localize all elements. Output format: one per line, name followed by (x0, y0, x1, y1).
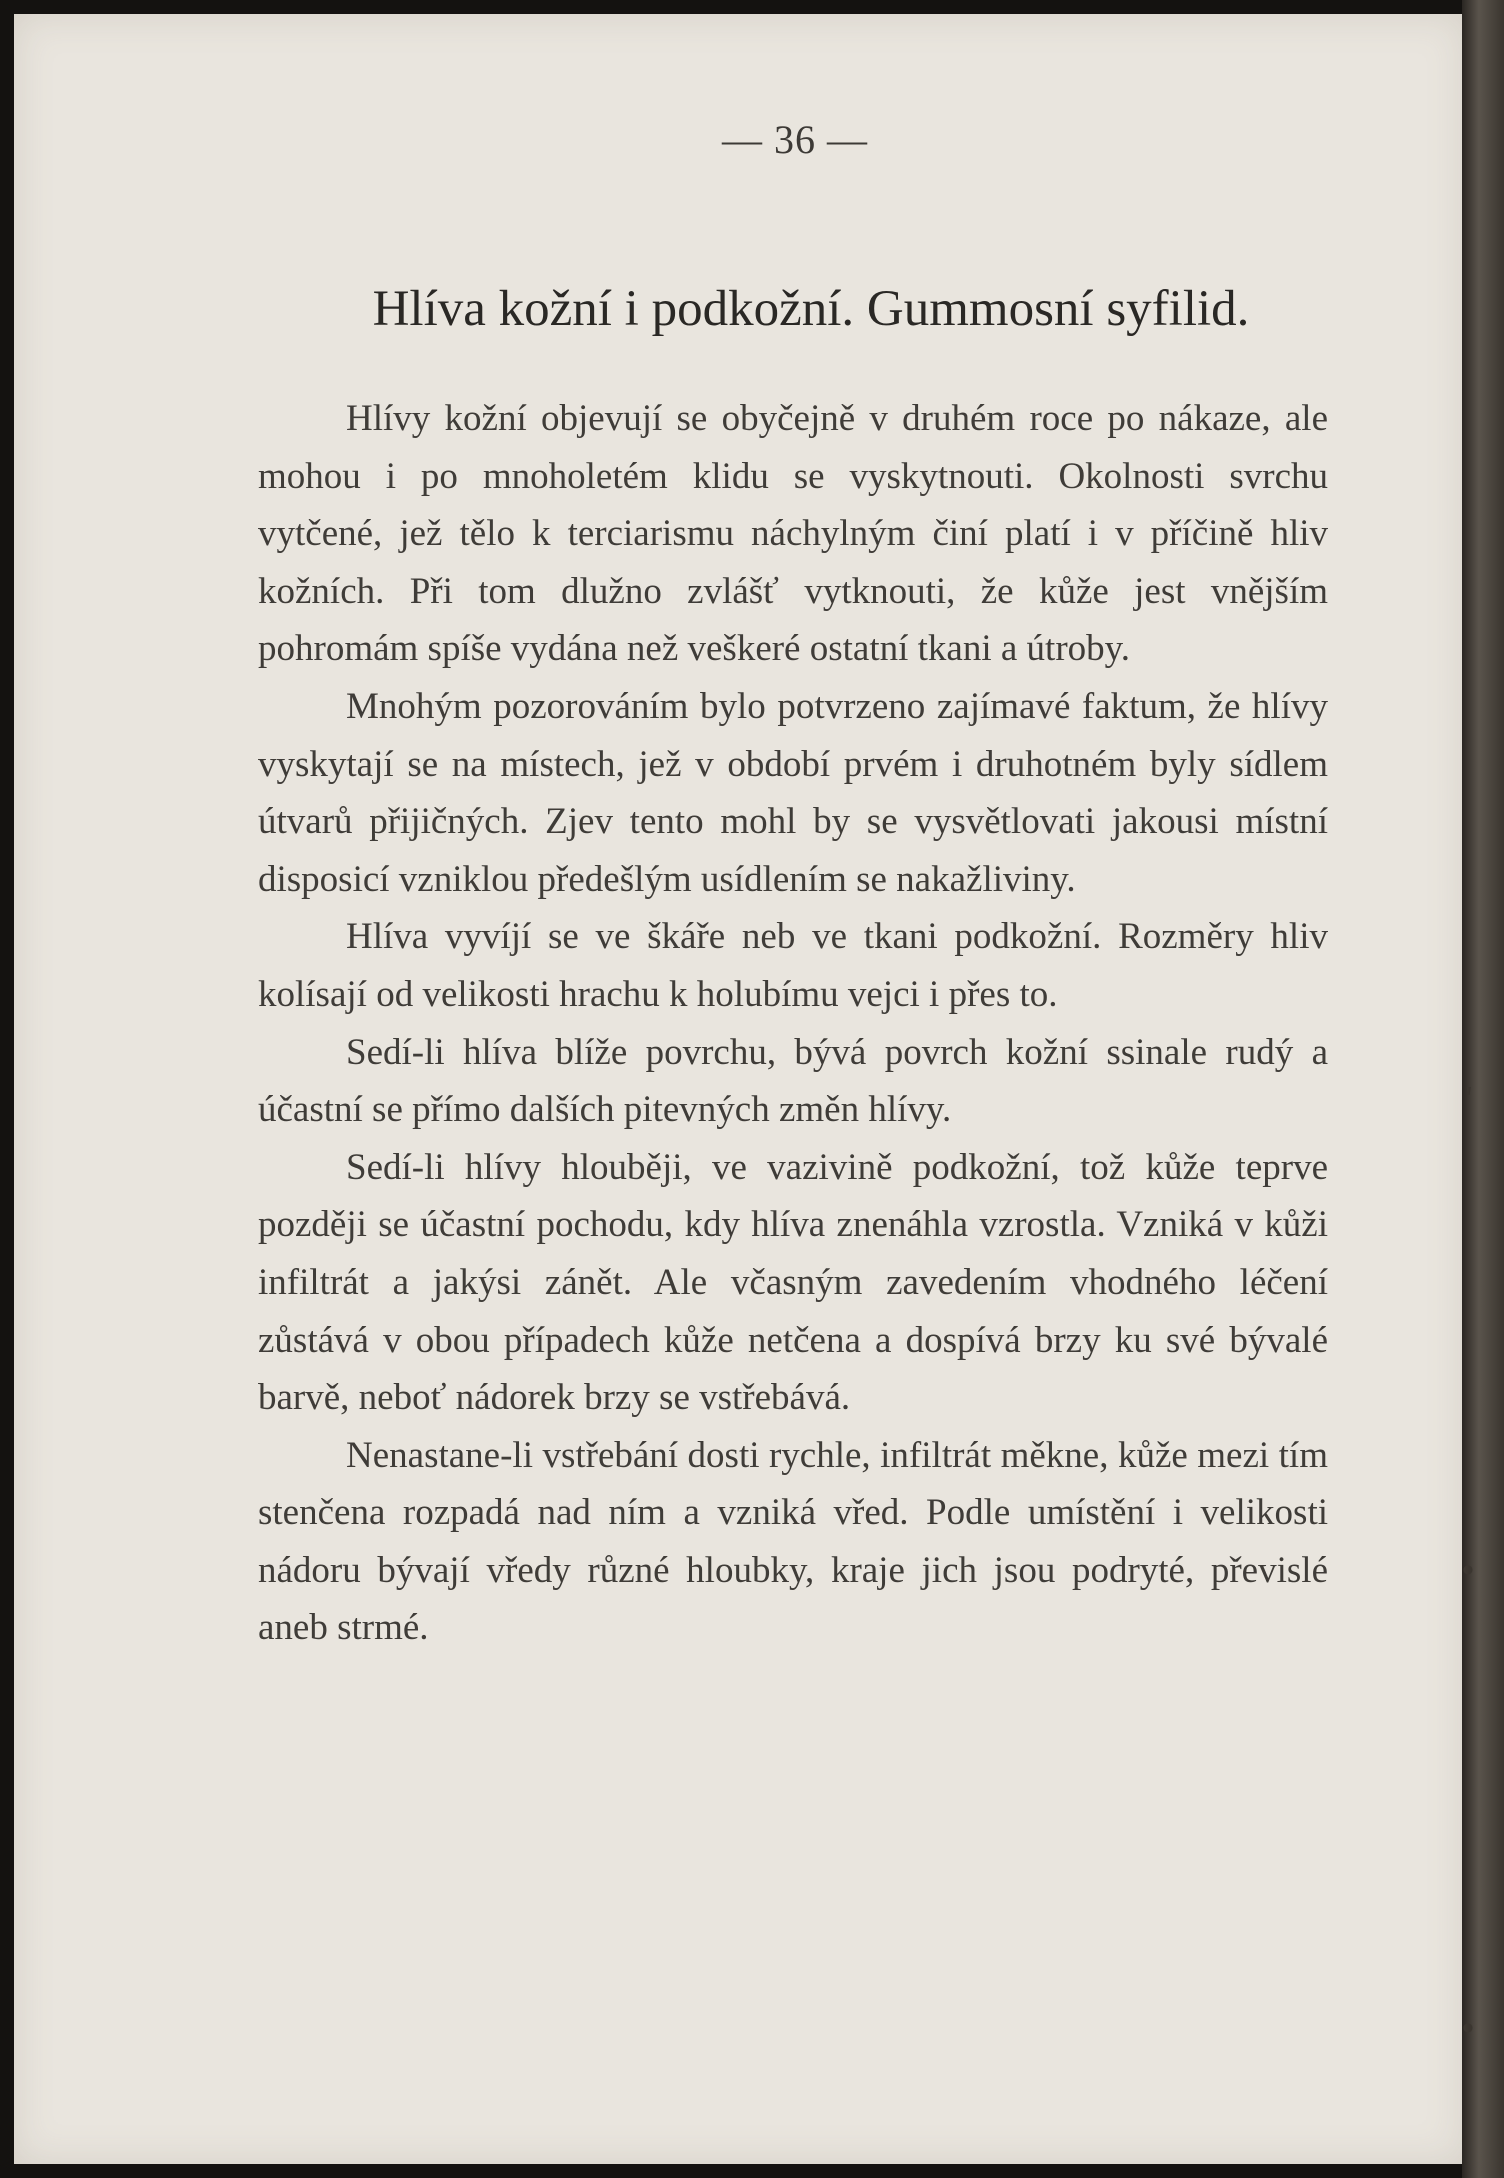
spine-mark: ' (1464, 1080, 1474, 1117)
paragraph: Hlívy kožní objevují se obyčejně v druhém roce po nákaze, ale mohou i po mnoholetém klidu se vyskytnouti. Okolnosti svrchu vytčené, jež tělo k terciarismu náchylným činí platí i v příčině hliv kožních. Při tom dlužno zvlášť vytknouti, že kůže jest vnějším pohromám spíše vydána než veškeré ostatní tkani a útroby. (258, 398, 1328, 670)
spine-mark: • (1462, 1552, 1474, 1589)
page-number: — 36 — (722, 117, 868, 162)
book-spine (1462, 0, 1504, 2178)
paragraph: Mnohým pozorováním bylo potvrzeno zajímavé faktum, že hlívy vyskytají se na místech, jež v období prvém i druhotném byly sídlem útvarů přijičných. Zjev tento mohl by se vysvětlovati jakousi místní disposicí vzniklou předešlým usídlením se nakažliviny. (258, 685, 1328, 900)
paragraph: Sedí-li hlívy hlouběji, ve vazivině podkožní, tož kůže teprve později se účastní pochodu, kdy hlíva znenáhla vzrostla. Vzniká v kůži infiltrát a jakýsi zánět. Ale včasným zavedením vhodného léčení zůstává v obou případech kůže netčena a dospívá brzy ku své bývalé barvě, neboť nádorek brzy se vstřebává. (258, 1146, 1328, 1419)
paragraph: Nenastane-li vstřebání dosti rychle, infiltrát měkne, kůže mezi tím stenčena rozpadá nad ním a vzniká vřed. Podle umístění i velikosti nádoru bývají vředy různé hloubky, kraje jich jsou podryté, převislé aneb strmé. (258, 1434, 1328, 1649)
paragraph: Hlíva vyvíjí se ve škáře neb ve tkani podkožní. Rozměry hliv kolísají od velikosti hrachu k holubímu vejci i přes to. (258, 916, 1328, 1015)
chapter-title: Hlíva kožní i podkožní. Gummosní syfilid. (372, 281, 1250, 337)
paragraph: Sedí-li hlíva blíže povrchu, bývá povrch kožní ssinale rudý a účastní se přímo dalších pitevných změn hlívy. (258, 1031, 1328, 1131)
spine-mark: • (1462, 2010, 1474, 2047)
body-text (258, 390, 1328, 1657)
